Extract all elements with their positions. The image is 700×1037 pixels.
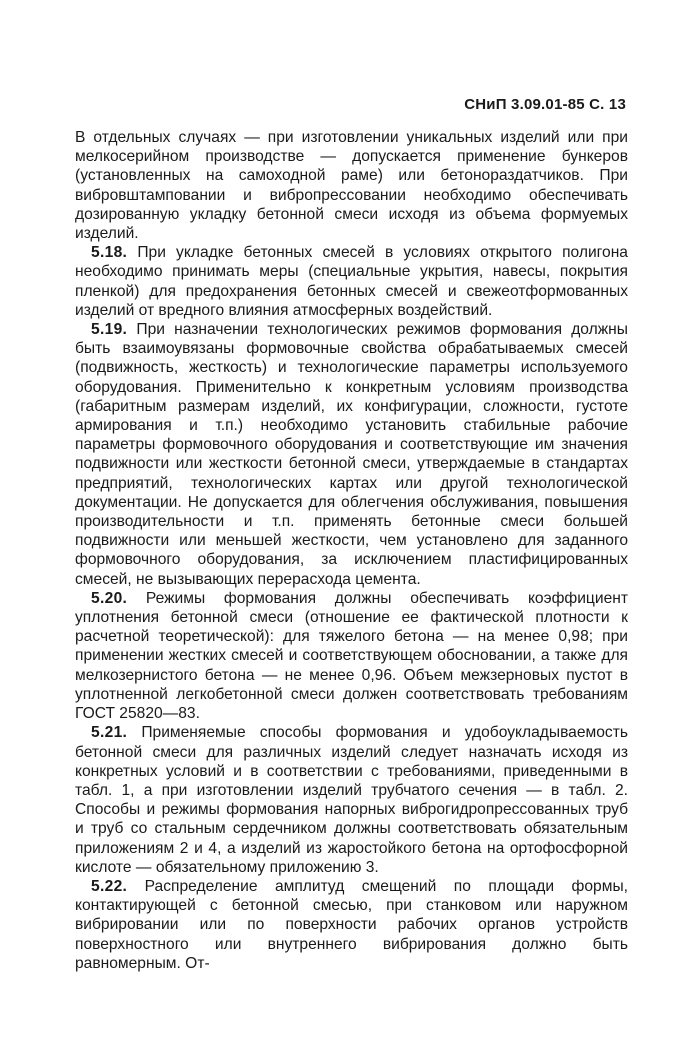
clause-text: При укладке бетонных смесей в условиях открытого полигона необходимо принимать меры (специальные укрытия, навесы, покрытия пленкой) для предохранения бетонных смесей и свежеотформованных изделий от вредного влияния атмосферных воздействий. (75, 244, 628, 319)
clause-text: Применяемые способы формования и удобоукладываемость бетонной смеси для различных изделий следует назначать исходя из конкретных условий и в соответствии с требованиями, приведенными в табл. 1, а при изготовлении изделий трубчатого сечения — в табл. 2. Способы и режимы формования напорных виброгидропрессованных труб и труб со стальным сердечником должны соответствовать обязательным приложениям 2 и 4, а изделий из жаростойкого бетона на ортофосфорной кислоте — обязательному приложению 3. (75, 724, 628, 876)
clause-5-19 (75, 320, 628, 589)
clause-number: 5.19. (91, 321, 128, 339)
clause-number: 5.22. (91, 877, 128, 895)
clause-5-22 (75, 877, 628, 973)
running-header: СНиП 3.09.01-85 С. 13 (464, 96, 626, 113)
paragraph-continuation (75, 128, 628, 243)
clause-number: 5.18. (91, 244, 128, 262)
clause-5-18 (75, 243, 628, 320)
body-text (75, 128, 628, 973)
clause-5-21 (75, 723, 628, 877)
clause-5-20 (75, 589, 628, 723)
clause-text: Распределение амплитуд смещений по площади формы, контактирующей с бетонной смесью, при станковом или наружном вибрировании или по поверхности рабочих органов устройств поверхностного или внутреннего вибрирования должно быть равномерным. От- (75, 877, 628, 972)
clause-number: 5.21. (91, 724, 128, 742)
clause-text: Режимы формования должны обеспечивать коэффициент уплотнения бетонной смеси (отношение ее фактической плотности к расчетной теоретической): для тяжелого бетона — на менее 0,98; при применении жестких смесей и соответствующем обосновании, а также для мелкозернистого бетона — не менее 0,96. Объем межзерновых пустот в уплотненной легкобетонной смеси должен соответствовать требованиям ГОСТ 25820—83. (75, 589, 629, 723)
paragraph-text: В отдельных случаях — при изготовлении уникальных изделий или при мелкосерийном производстве — допускается применение бункеров (установленных на самоходной раме) или бетонораздатчиков. При вибровштамповании и вибропрессовании необходимо обеспечивать дозированную укладку бетонной смеси исходя из объема формуемых изделий. (75, 129, 628, 243)
clause-number: 5.20. (91, 589, 128, 607)
clause-text: При назначении технологических режимов формования должны быть взаимоувязаны формовочные свойства обрабатываемых смесей (подвижность, жесткость) и технологические параметры используемого оборудования. Применительно к конкретным условиям производства (габаритным размерам изделий, их конфигурации, сложности, густоте армирования и т.п.) необходимо установить стабильные рабочие параметры формовочного оборудования и соответствующие им значения подвижности или жесткости бетонной смеси, утверждаемые в стандартах предприятий, технологических картах или другой технологической документации. Не допускается для облегчения обслуживания, повышения производительности и т.п. применять бетонные смеси большей подвижности или меньшей жесткости, чем установлено для заданного формовочного оборудования, за исключением пластифицированных смесей, не вызывающих перерасхода цемента. (75, 321, 628, 588)
